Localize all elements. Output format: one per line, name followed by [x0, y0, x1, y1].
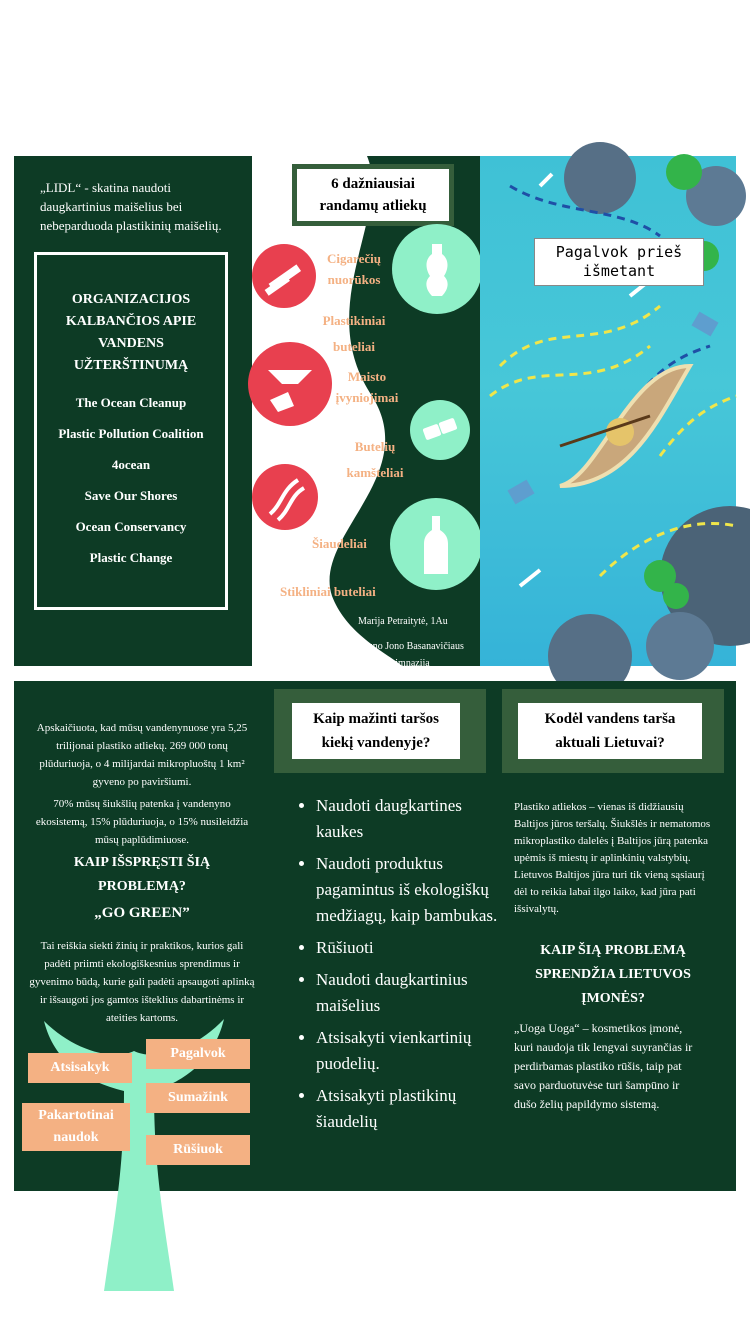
action-reduce: Sumažink: [146, 1083, 250, 1113]
action-refuse: Atsisakyk: [28, 1053, 132, 1083]
think-before-throwing-title: Pagalvok prieš išmetant: [555, 243, 683, 280]
waste-title: 6 dažniausiai randamų atliekų: [319, 176, 427, 214]
bottom-panel-reduce-pollution: [274, 689, 498, 1185]
organization-item: Ocean Conservancy: [75, 519, 187, 534]
straw-circle: [252, 464, 318, 530]
school: Kauno Jono Basanavičiaus gimnazija: [356, 641, 464, 669]
reduce-bullet-list: [298, 793, 506, 1141]
lithuania-title-box: [502, 689, 724, 773]
bottle-caps-icon: [410, 400, 470, 460]
list-item: • Naudoti produktus pagamintus iš ekologiškų medžiagų, kaip bambukas.: [316, 851, 506, 929]
action-reuse: Pakartotinai naudok: [22, 1103, 130, 1151]
think-before-throwing-box: [534, 238, 704, 286]
bottle-circle: [392, 224, 482, 314]
companies-heading: KAIP ŠIĄ PROBLEMĄ SPRENDŽIA LIETUVOS ĮMONĖS?: [535, 943, 691, 1006]
waste-item-cigarettes: Cigarečių nuorūkos: [327, 251, 381, 287]
organizations-heading: ORGANIZACIJOS KALBANČIOS APIE VANDENS UŽTERŠTINUMĄ: [65, 292, 197, 373]
waste-item-food-wrappers: Maisto įvyniojimai: [335, 369, 399, 405]
organization-item: Plastic Pollution Coalition: [58, 426, 204, 441]
caps-circle: [410, 400, 470, 460]
top-panel-organizations: [14, 156, 252, 666]
organization-list: [37, 387, 225, 573]
list-item: • Atsisakyti plastikinų šiaudelių: [316, 1083, 506, 1135]
glass-bottle-circle: [390, 498, 482, 590]
bottom-panel-facts: [14, 681, 270, 1191]
brochure-top-sheet: [14, 156, 736, 669]
organizations-box: [34, 252, 228, 610]
go-green-paragraph: Tai reiškia siekti žinių ir praktikos, kurios gali padėti priimti ekologiškesnius sprendimus ir gyvenimo būdą, kurie gali padėti apsaugoti aplinką ir išsaugoti jos gamtos išteklius dabartinėms ir ateities kartoms.: [29, 940, 255, 1024]
top-panel-common-waste: [252, 156, 480, 669]
baltic-pollution-paragraph: Plastiko atliekos – vienas iš didžiausių Baltijos jūros teršalų. Šiukšlės ir nematomos mikroplastiko dalelės į Baltijos jūrą patenka upėmis iš miestų ir aplinkinių valstybių. Lietuvos Baltijos jūra turi tik vieną sąsiaurį dėl to reikia labai ilgo laiko, kad jūra pati išsivalytų.: [514, 801, 711, 915]
waste-item-plastic-bottles: Plastikiniai buteliai: [322, 313, 386, 354]
lidl-text: „LIDL“ - skatina naudoti daugkartinius maišelius bei nebeparduoda plastikinių maišelių.: [40, 180, 222, 233]
reduce-title: Kaip mažinti taršos kiekį vandenyje?: [292, 703, 460, 759]
list-item: • Atsisakyti vienkartinių puodelių.: [316, 1025, 506, 1077]
cigarette-circle: [252, 244, 316, 308]
waste-item-bottle-caps: Butelių kamšteliai: [346, 439, 404, 480]
ocean-facts-paragraph-2: 70% mūsų šiukšlių patenka į vandenyno ekosistemą, 15% plūduriuoja, o 15% nusileidžia mūsų paplūdimiuose.: [35, 798, 249, 846]
list-item: • Rūšiuoti: [316, 935, 506, 961]
lithuania-title: Kodėl vandens tarša aktuali Lietuvai?: [518, 703, 702, 759]
solution-heading: KAIP IŠSPRĘSTI ŠIĄ PROBLEMĄ?: [73, 855, 211, 894]
list-item: • Naudoti daugkartinius maišelius: [316, 967, 506, 1019]
organization-item: The Ocean Cleanup: [75, 395, 187, 410]
plastic-bottle-icon: [392, 224, 482, 314]
organization-item: Plastic Change: [89, 550, 173, 565]
reduce-title-box: [274, 689, 486, 773]
straw-icon: [252, 464, 318, 530]
organization-item: 4ocean: [111, 457, 151, 472]
go-green-slogan: „GO GREEN”: [94, 905, 190, 921]
glass-bottle-icon: [390, 498, 482, 590]
ocean-illustration: [480, 156, 736, 666]
waste-item-straws: Šiaudeliai: [312, 536, 367, 551]
title-box: [292, 164, 454, 226]
action-think: Pagalvok: [146, 1039, 250, 1069]
organization-item: Save Our Shores: [84, 488, 178, 503]
uoga-uoga-paragraph: „Uoga Uoga“ – kosmetikos įmonė, kuri naudoja tik lengvai suyrančias ir perdirbamas plastiko rūšis, taip pat savo parduotuvėse turi šampūno ir dušo želių papildymo sistemą.: [514, 1021, 693, 1111]
list-item: • Naudoti daugkartines kaukes: [316, 793, 506, 845]
bottom-panel-lithuania: [502, 689, 724, 1185]
brochure-bottom-sheet: [14, 681, 736, 1191]
top-panel-ocean-illustration: [480, 156, 736, 666]
action-sort: Rūšiuok: [146, 1135, 250, 1165]
cigarette-icon: [252, 244, 316, 308]
ocean-facts-paragraph-1: Apskaičiuota, kad mūsų vandenynuose yra 5,25 trilijonai plastiko atliekų. 269 000 tonų plūduriuoja, o 4 milijardai mikropluoštų 1 km² gyveno po paviršiumi.: [36, 722, 248, 788]
waste-item-glass-bottles: Stikliniai buteliai: [280, 584, 376, 599]
author: Marija Petraitytė, 1Au: [358, 616, 448, 627]
